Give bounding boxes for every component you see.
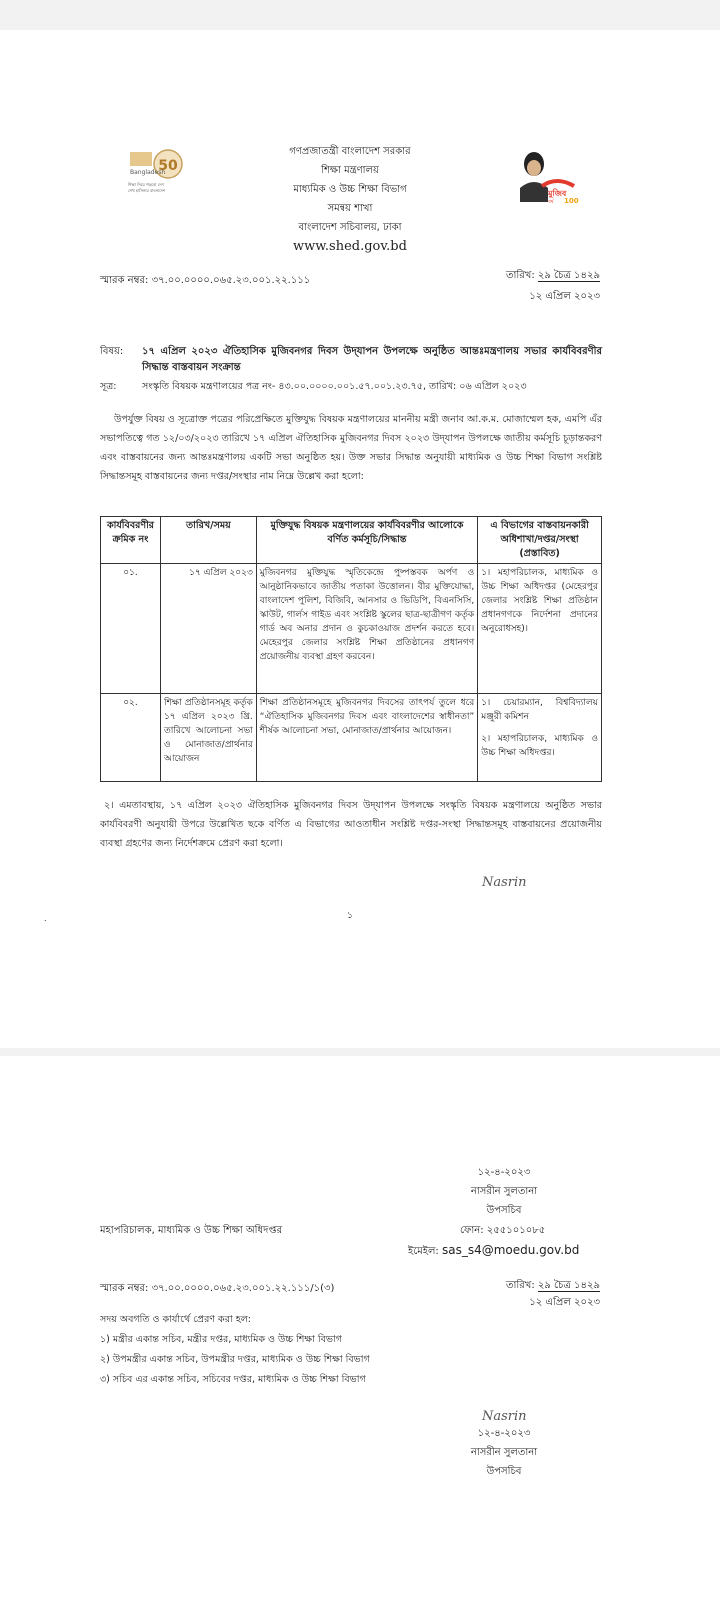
mujib-portrait-icon xyxy=(512,146,582,206)
signatory-date: ১২-৪-২০২৩ xyxy=(477,1167,531,1178)
svg-text:Nasrin: Nasrin xyxy=(482,875,527,890)
reference-label: সূত্র: xyxy=(100,381,117,392)
cell-agency xyxy=(478,694,602,782)
memo2-date: তারিখ: ২৯ চৈত্র ১৪২৯ ১২ এপ্রিল ২০২৩ xyxy=(470,1278,600,1310)
body-paragraph-1: উপর্যুক্ত বিষয় ও সূত্রোক্ত পত্রের পরিপ্রেক্ষিতে মুক্তিযুদ্ধ বিষয়ক মন্ত্রণালয়ের মাননীয় মন্ত্রী জনাব আ.ক.ম. মোজাম্মেল হক, এমপি এঁর সভাপতিত্বে গত ১২/০৩/২০২৩ তারিখে ১৭ এপ্রিল ঐতিহাসিক মুজিবনগর দিবস ২০২৩ উদ্‌যাপন উপলক্ষে জাতীয় কর্মসূচি চূড়ান্তকরণ এবং বাস্তবায়নের জন্য আন্তঃমন্ত্রণালয় একটি সভা অনুষ্ঠিত হয়। উক্ত সভার সিদ্ধান্ত অনুযায়ী মাধ্যমিক ও উচ্চ শিক্ষা বিভাগ সংশ্লিষ্ট সিদ্ধান্তসমূহ বাস্তবায়নের জন্য দপ্তর/সংস্থার নাম নিম্নে উল্লেখ করা হলো: xyxy=(100,414,602,482)
subject-text: ১৭ এপ্রিল ২০২৩ ঐতিহাসিক মুজিবনগর দিবস উদ্‌যাপন উপলক্ষে অনুষ্ঠিত আন্তঃমন্ত্রণালয় সভার কার্যবিবরণীর সিদ্ধান্ত বাস্তবায়ন সংক্রান্ত xyxy=(142,346,602,373)
signatory-email: ইমেইল: sas_s4@moedu.gov.bd xyxy=(408,1243,580,1257)
table-row xyxy=(101,694,602,782)
agency-item: ১। চেয়ারম্যান, বিশ্ববিদ্যালয় মঞ্জুরী কমিশন xyxy=(481,698,598,722)
page-number: ১ xyxy=(347,911,353,921)
svg-text:Bangladesh: Bangladesh xyxy=(130,169,166,176)
cell-serial: ০১. xyxy=(101,564,161,694)
signature-icon xyxy=(480,1404,536,1426)
col-header-date: তারিখ/সময় xyxy=(160,517,256,564)
table-header-row xyxy=(101,517,602,564)
document-page-1 xyxy=(0,30,720,1048)
memo-number: স্মারক নম্বর: ৩৭.০০.০০০০.০৬৫.২৩.০০১.২২.১১১ xyxy=(100,275,311,286)
svg-text:শিক্ষা নিয়ে গড়বো দেশ: শিক্ষা নিয়ে গড়বো দেশ xyxy=(128,182,164,187)
svg-text:শেখ হাসিনার বাংলাদেশ: শেখ হাসিনার বাংলাদেশ xyxy=(128,188,166,193)
signatory-block xyxy=(454,1163,554,1220)
signatory-designation: উপসচিব xyxy=(486,1205,522,1216)
subject-label: বিষয়: xyxy=(100,346,124,357)
svg-text:50: 50 xyxy=(158,158,178,174)
signatory-designation: উপসচিব xyxy=(486,1466,522,1477)
signatory-name: নাসরীন সুলতানা xyxy=(470,1447,538,1458)
signatory-block-2 xyxy=(454,1424,554,1481)
letterhead xyxy=(230,142,470,256)
website-link[interactable]: www.shed.gov.bd xyxy=(293,239,407,254)
agency-item: ১। মহাপরিচালক, মাধ্যমিক ও উচ্চ শিক্ষা অধিদপ্তর (মেহেরপুর জেলার সংশ্লিষ্ট শিক্ষা প্রতিষ্ঠান প্রধানগণকে নির্দেশনা প্রদানের অনুরোধসহ)। xyxy=(481,568,598,634)
date-english: ১২ এপ্রিল ২০২৩ xyxy=(529,291,600,302)
signature-icon xyxy=(480,870,536,892)
mujib-borsho-logo xyxy=(512,146,582,206)
cell-date: ১৭ এপ্রিল ২০২৩ xyxy=(160,564,256,694)
decision-table xyxy=(100,516,602,782)
cell-date: শিক্ষা প্রতিষ্ঠানসমূহ কর্তৃক ১৭ এপ্রিল ২০২৩ খ্রি. তারিখে আলোচনা সভা ও মোনাজাত/প্রার্থনার আয়োজন xyxy=(160,694,256,782)
page-dot: . xyxy=(44,914,47,923)
letterhead-line-2: শিক্ষা মন্ত্রণালয় xyxy=(321,165,379,176)
signature-image xyxy=(480,870,536,896)
letterhead-line-1: গণপ্রজাতন্ত্রী বাংলাদেশ সরকার xyxy=(289,146,411,157)
memo-date: তারিখ: ২৯ চৈত্র ১৪২৯ ১২ এপ্রিল ২০২৩ xyxy=(470,268,600,304)
bangladesh-50-logo xyxy=(128,142,188,202)
list-item: ৩) সচিব এর একান্ত সচিব, সচিবের দপ্তর, মাধ্যমিক ও উচ্চ শিক্ষা বিভাগ xyxy=(100,1374,366,1385)
document-page-2 xyxy=(0,1056,720,1600)
agency-item: ২। মহাপরিচালক, মাধ্যমিক ও উচ্চ শিক্ষা অধিদপ্তর। xyxy=(481,734,598,758)
recipient: মহাপরিচালক, মাধ্যমিক ও উচ্চ শিক্ষা অধিদপ্তর xyxy=(100,1225,283,1236)
cell-decision: শিক্ষা প্রতিষ্ঠানসমূহে মুজিবনগর দিবসের তাৎপর্য তুলে ধরে “ঐতিহাসিক মুজিবনগর দিবস এবং বাংলাদেশের স্বাধীনতা” শীর্ষক আলোচনা সভা, মোনাজাত/প্রার্থনার আয়োজন। xyxy=(256,694,477,782)
signatory-date: ১২-৪-২০২৩ xyxy=(477,1428,531,1439)
bangladesh-50-emblem-icon xyxy=(128,142,188,202)
subject-block xyxy=(100,344,602,376)
col-header-decision: মুক্তিযুদ্ধ বিষয়ক মন্ত্রণালয়ের কার্যবিবরণীর আলোকে বর্ণিত কর্মসূচি/সিদ্ধান্ত xyxy=(256,517,477,564)
list-item: ২) উপমন্ত্রীর একান্ত সচিব, উপমন্ত্রীর দপ্তর, মাধ্যমিক ও উচ্চ শিক্ষা বিভাগ xyxy=(100,1354,370,1365)
svg-text:100: 100 xyxy=(564,197,579,205)
cell-agency xyxy=(478,564,602,694)
letterhead-line-5: বাংলাদেশ সচিবালয়, ঢাকা xyxy=(298,222,402,233)
list-item: ১) মন্ত্রীর একান্ত সচিব, মন্ত্রীর দপ্তর, মাধ্যমিক ও উচ্চ শিক্ষা বিভাগ xyxy=(100,1334,342,1345)
email-link[interactable]: sas_s4@moedu.gov.bd xyxy=(441,1243,580,1257)
copy-distribution-list xyxy=(100,1310,370,1390)
reference-text: সংস্কৃতি বিষয়ক মন্ত্রণালয়ের পত্র নং- ৪৩.০০.০০০০.০০১.৫৭.০০১.২৩.৭৫, তারিখ: ০৬ এপ্রিল ২০২৩ xyxy=(142,381,527,392)
copy-intro: সদয় অবগতি ও কার্যার্থে প্রেরণ করা হল: xyxy=(100,1314,251,1325)
signatory-name: নাসরীন সুলতানা xyxy=(470,1186,538,1197)
svg-text:Nasrin: Nasrin xyxy=(482,1409,527,1424)
cell-serial: ০২. xyxy=(101,694,161,782)
date-english: ১২ এপ্রিল ২০২৩ xyxy=(529,1297,600,1308)
svg-text:মুজিব: মুজিব xyxy=(548,189,567,198)
letterhead-line-4: সমন্বয় শাখা xyxy=(327,203,373,214)
svg-text:বর্ষ: বর্ষ xyxy=(548,199,554,205)
memo2-number: স্মারক নম্বর: ৩৭.০০.০০০০.০৬৫.২৩.০০১.২২.১১১/১(৩) xyxy=(100,1283,335,1294)
date-bangla: ২৯ চৈত্র ১৪২৯ xyxy=(537,1280,600,1291)
reference-block xyxy=(100,380,602,394)
col-header-agency: এ বিভাগের বাস্তবায়নকারী অধিশাখা/দপ্তর/সংস্থা (প্রস্তাবিত) xyxy=(478,517,602,564)
cell-decision: মুজিবনগর মুক্তিযুদ্ধ স্মৃতিকেন্দ্রে পুষ্পস্তবক অর্পণ ও আনুষ্ঠানিকভাবে জাতীয় পতাকা উত্তোলন। বীর মুক্তিযোদ্ধা, বাংলাদেশ পুলিশ, বিজিবি, আনসার ও ভিডিপি, বিএনসিসি, স্কাউট, গার্লস গাইড এবং সংশ্লিষ্ট স্কুলের ছাত্র-ছাত্রীগণ কর্তৃক গার্ড অব অনার প্রদান ও কুচকাওয়াজ প্রদর্শন করতে হবে। মেহেরপুর জেলার সংশ্লিষ্ট শিক্ষা প্রতিষ্ঠানের প্রধানগণ প্রয়োজনীয় ব্যবস্থা গ্রহণ করবেন। xyxy=(256,564,477,694)
date-bangla: ২৯ চৈত্র ১৪২৯ xyxy=(537,270,600,281)
table-row xyxy=(101,564,602,694)
signatory-phone: ফোন: ২৫৫১০১০৮৫ xyxy=(460,1225,546,1236)
body-paragraph-2: ২। এমতাবস্থায়, ১৭ এপ্রিল ২০২৩ ঐতিহাসিক মুজিবনগর দিবস উদ্‌যাপন উপলক্ষে সংস্কৃতি বিষয়ক মন্ত্রণালয়ে অনুষ্ঠিত সভার কার্যবিবরণী অনুযায়ী উপরে উল্লেখিত ছকে বর্ণিত এ বিভাগের আওতাধীন সংশ্লিষ্ট দপ্তর-সংস্থা সিদ্ধান্তসমূহ বাস্তবায়নের প্রয়োজনীয় ব্যবস্থা গ্রহণের জন্য নির্দেশক্রমে প্রেরণ করা হলো। xyxy=(100,800,602,849)
letterhead-line-3: মাধ্যমিক ও উচ্চ শিক্ষা বিভাগ xyxy=(293,184,407,195)
col-header-serial: কার্যবিবরণীর ক্রমিক নং xyxy=(101,517,161,564)
